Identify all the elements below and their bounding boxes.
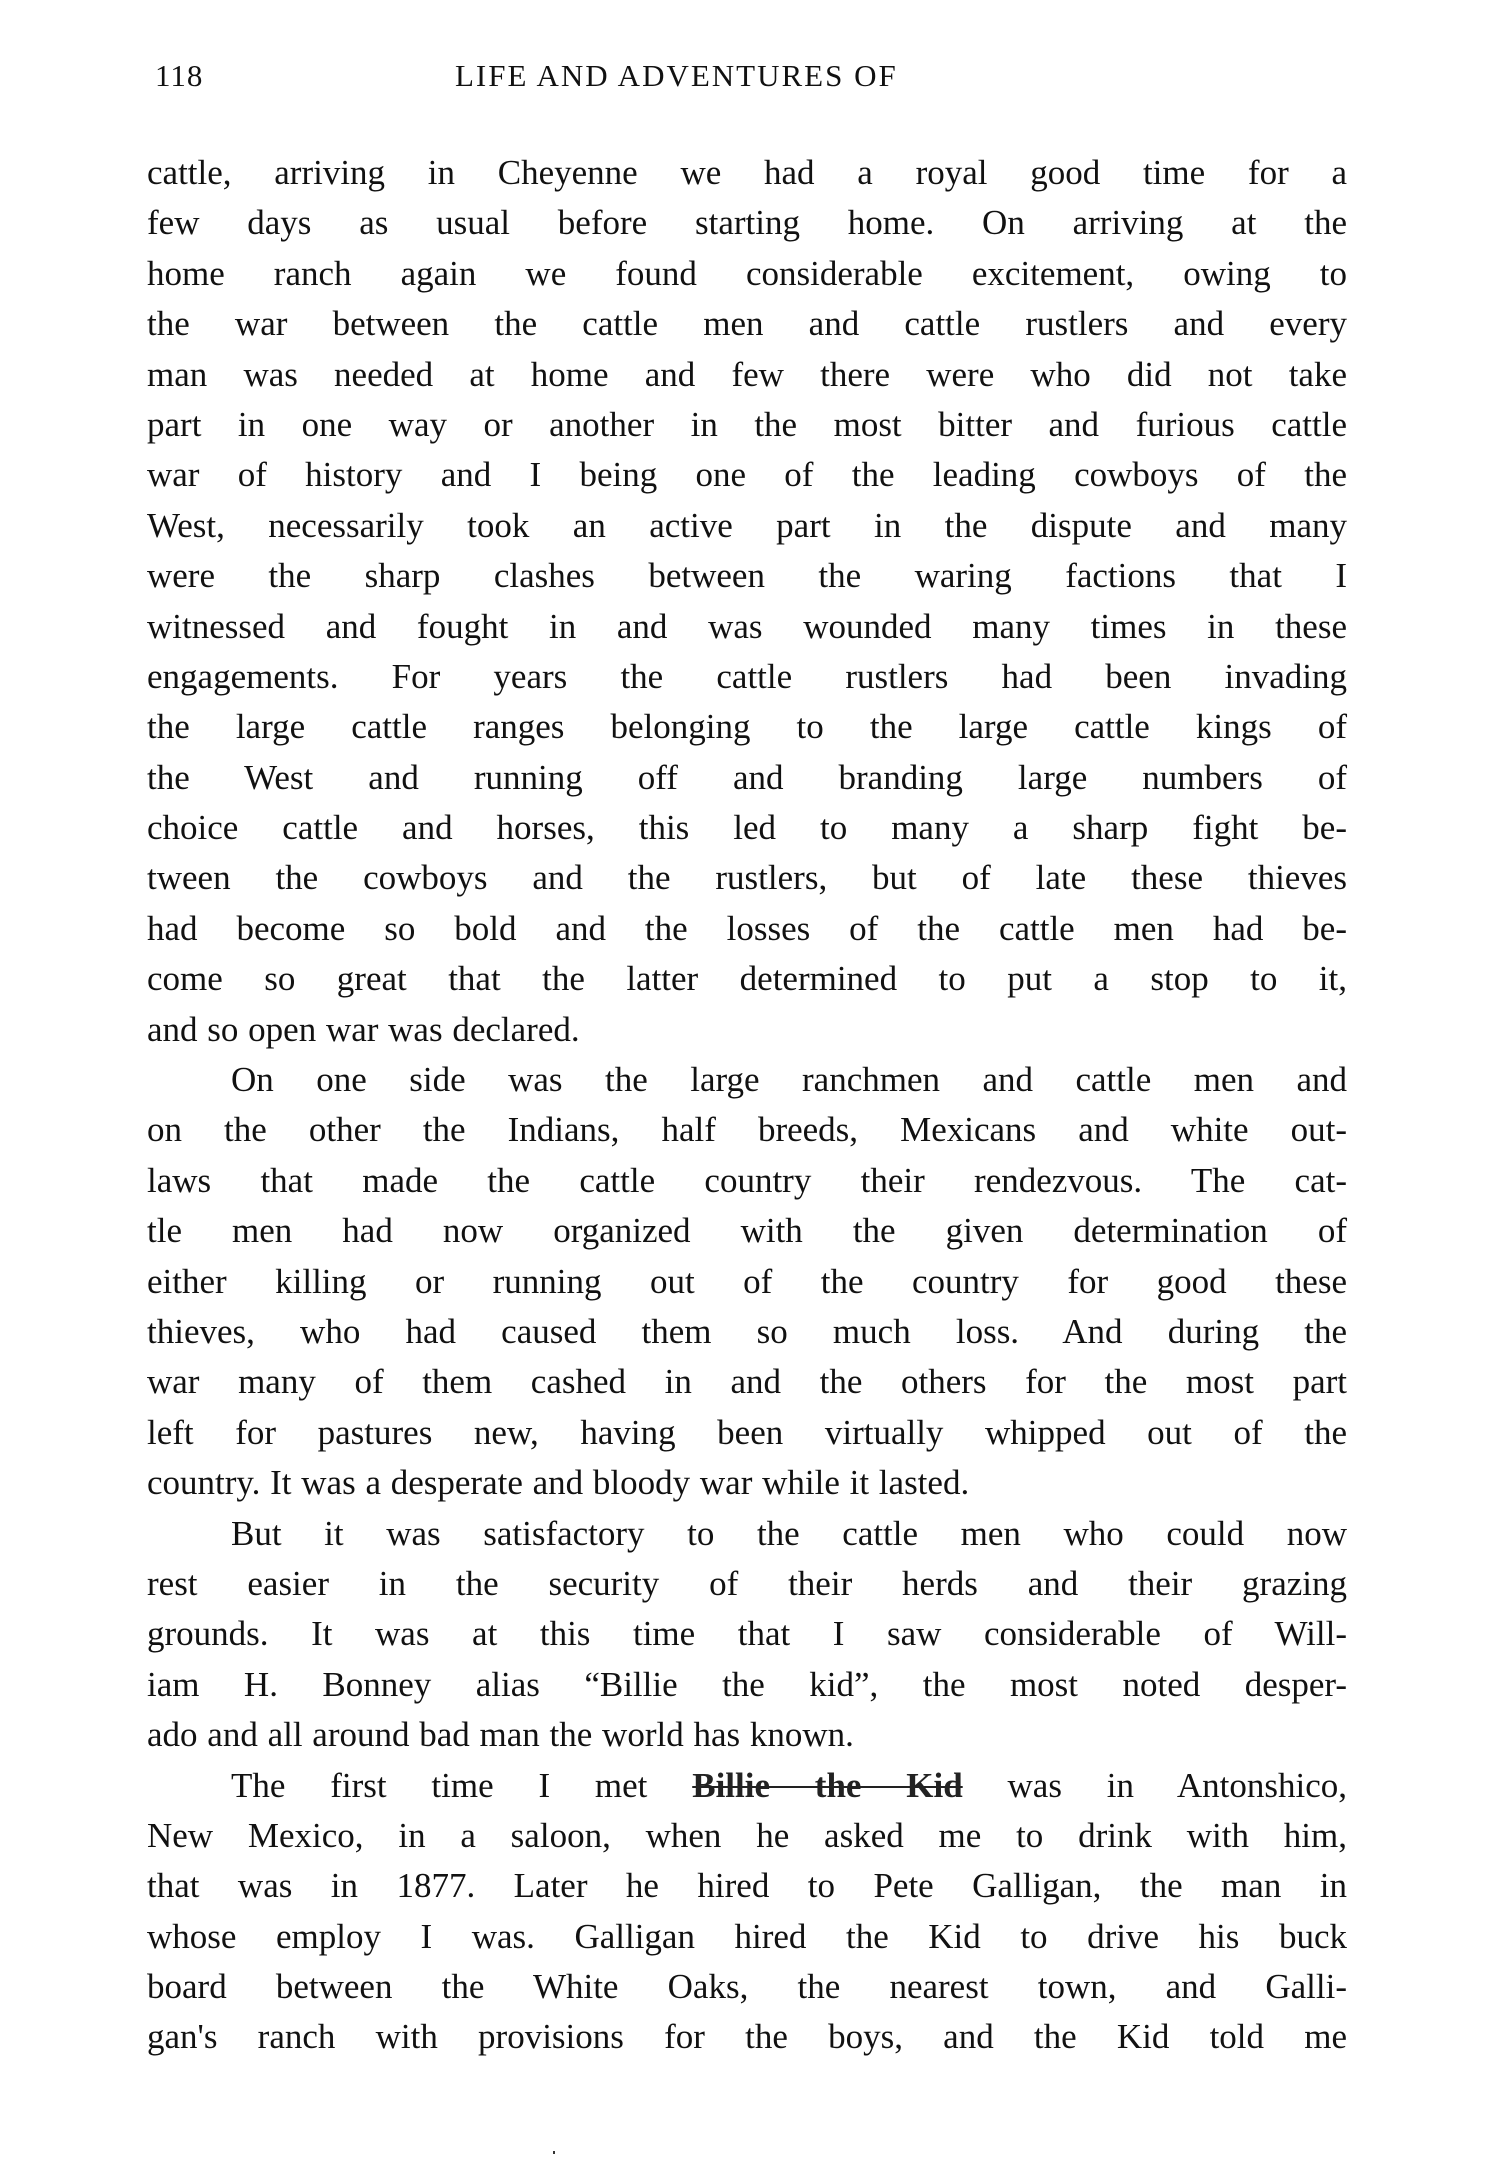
text-line: home ranch again we found considerable excitement, owing to xyxy=(147,253,1347,293)
text-line: that was in 1877. Later he hired to Pete Galligan, the man in xyxy=(147,1866,1347,1906)
text-line: either killing or running out of the country for good these xyxy=(147,1261,1347,1301)
text-line: left for pastures new, having been virtually whipped out of the xyxy=(147,1412,1347,1452)
text-line: engagements. For years the cattle rustlers had been invading xyxy=(147,656,1347,696)
text-line: gan's ranch with provisions for the boys, and the Kid told me xyxy=(147,2017,1347,2057)
text-line: cattle, arriving in Cheyenne we had a royal good time for a xyxy=(147,153,1347,192)
text-line: on the other the Indians, half breeds, Mexicans and white out- xyxy=(147,1110,1347,1150)
struck-through-text: Billie the Kid xyxy=(692,1765,963,1805)
text-line: part in one way or another in the most bitter and furious cattle xyxy=(147,404,1347,444)
text-line: the large cattle ranges belonging to the large cattle kings of xyxy=(147,707,1347,747)
text-line: On one side was the large ranchmen and cattle men and xyxy=(231,1060,1347,1100)
text-line: the West and running off and branding large numbers of xyxy=(147,757,1347,797)
text-line: and so open war was declared. xyxy=(147,1009,580,1049)
running-head xyxy=(155,58,1055,98)
body-text xyxy=(147,148,1347,2063)
text-fragment: The first time I met xyxy=(231,1765,693,1805)
text-line xyxy=(147,1761,1347,1811)
text-line: West, necessarily took an active part in the dispute and many xyxy=(147,505,1347,545)
text-line: country. It was a desperate and bloody war while it lasted. xyxy=(147,1463,970,1503)
text-line: rest easier in the security of their herds and their grazing xyxy=(147,1563,1347,1603)
text-line: tle men had now organized with the given determination of xyxy=(147,1211,1347,1251)
running-title: LIFE AND ADVENTURES OF xyxy=(455,58,898,93)
text-line: the war between the cattle men and cattle rustlers and every xyxy=(147,304,1347,344)
text-line: tween the cowboys and the rustlers, but of late these thieves xyxy=(147,858,1347,898)
text-fragment: was in Antonshico, xyxy=(962,1765,1347,1805)
text-line: war many of them cashed in and the others for the most part xyxy=(147,1362,1347,1402)
text-line: witnessed and fought in and was wounded many times in these xyxy=(147,606,1347,646)
text-line: had become so bold and the losses of the cattle men had be- xyxy=(147,908,1347,948)
text-line: board between the White Oaks, the nearest town, and Galli- xyxy=(147,1967,1347,2007)
text-line: whose employ I was. Galligan hired the Kid to drive his buck xyxy=(147,1916,1347,1956)
text-line: few days as usual before starting home. On arriving at the xyxy=(147,203,1347,243)
text-line: ado and all around bad man the world has known. xyxy=(147,1715,854,1755)
page-number: 118 xyxy=(155,58,204,93)
text-line: New Mexico, in a saloon, when he asked me to drink with him, xyxy=(147,1815,1347,1855)
text-line: iam H. Bonney alias “Billie the kid”, the most noted desper- xyxy=(147,1664,1347,1704)
text-line: choice cattle and horses, this led to many a sharp fight be- xyxy=(147,808,1347,848)
text-line: thieves, who had caused them so much loss. And during the xyxy=(147,1311,1347,1351)
text-line: laws that made the cattle country their rendezvous. The cat- xyxy=(147,1160,1347,1200)
text-line: war of history and I being one of the leading cowboys of the xyxy=(147,455,1347,495)
text-line: were the sharp clashes between the waring factions that I xyxy=(147,556,1347,596)
text-line: man was needed at home and few there were who did not take xyxy=(147,354,1347,394)
stray-ink-mark xyxy=(553,2151,555,2154)
text-line: But it was satisfactory to the cattle men who could now xyxy=(231,1513,1347,1553)
text-line: come so great that the latter determined to put a stop to it, xyxy=(147,959,1347,999)
text-line: grounds. It was at this time that I saw considerable of Will- xyxy=(147,1614,1347,1654)
